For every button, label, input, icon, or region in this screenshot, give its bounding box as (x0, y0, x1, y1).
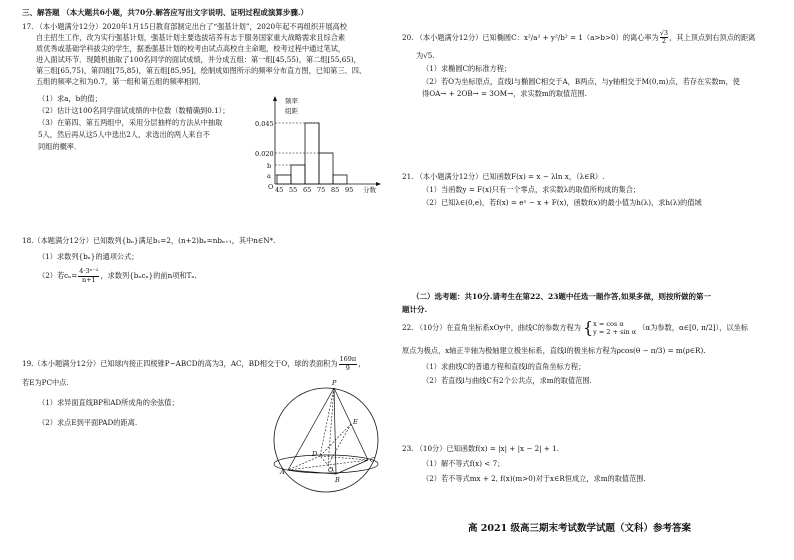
q21-sub2: （2）已知λ∈(0,e)，若f(x) = eˣ − x + F(x)，函数f(x)的最小值为h(λ)，求h(λ)的值域 (422, 198, 702, 207)
q18-sub2 (38, 268, 197, 285)
q20-line1-pre: 20. （本小题满分12分）已知椭圆C： (402, 32, 524, 42)
section3-heading: 三、解答题 （本大题共6小题，共70分.解答应写出文字说明、证明过程或演算步骤.） (22, 8, 308, 17)
q21-line1: 21. （本小题满分12分）已知函数F(x) = x − λln x，（λ∈R）. (402, 172, 605, 181)
sphere-outline (274, 388, 378, 492)
q17-line: 17. （本小题满分12分）2020年1月15日教育部制定出台了“强基计划”，2020年起不再组织开展高校 (22, 22, 347, 31)
q17-sub: 5人，然后再从这5人中选出2人，求选出的两人来自不 (38, 130, 210, 139)
q22-line1-pre: 22. （10分）在直角坐标系xOy中，曲线C的参数方程为 (402, 323, 581, 333)
label-d: D (312, 450, 318, 458)
q19-fraction (339, 356, 358, 373)
label-e: E (353, 418, 358, 426)
q20-line2: 为√5. (416, 51, 435, 60)
label-a: A (280, 468, 285, 476)
hist-ylabel-top: 频率 (285, 97, 298, 105)
frequency-histogram (255, 96, 405, 196)
label-c: C (370, 456, 375, 464)
q20-line1-mid: 的离心率为 (622, 32, 659, 42)
q20-ecc-num: √3 (659, 29, 669, 37)
q19-frac-den: 9 (345, 363, 350, 372)
edge-pd (320, 388, 334, 456)
q19-frac-num: 169π (339, 355, 357, 363)
q19-line2: 若E为PC中点. (22, 378, 69, 387)
q19-line1 (22, 356, 365, 373)
sphere-pyramid-figure (264, 376, 388, 498)
q22-line1 (402, 320, 748, 337)
q18-line1: 18.（本题满分12分）已知数列{bₙ}满足b₁=2，(n+2)bₙ=nbₙ₊₁，其中n∈N*. (22, 236, 276, 245)
q23-sub1: （1）解不等式f(x) < 7； (422, 459, 505, 468)
q20-line1 (402, 30, 755, 46)
q22-sub1: （1）求曲线C的普通方程和直线l的直角坐标方程； (422, 362, 586, 371)
edge-pb (334, 388, 336, 474)
base-edge-cd (320, 456, 368, 460)
edge-pa (288, 388, 334, 470)
q18-sub1: （1）求数列{bₙ}的通项公式； (38, 252, 139, 261)
q22-sub2: （2）若直线l与曲线C有2个公共点，求m的取值范围. (422, 376, 592, 385)
q18-sub2-pre: （2）若cₙ= (38, 271, 78, 281)
q20-ellipse-eq: x²/a² + y²/b² = 1（a>b>0） (523, 32, 623, 42)
hist-bar-1 (277, 175, 291, 184)
q21-sub1: （1）当函数y = F(x)只有一个零点，求实数λ的取值所构成的集合； (422, 185, 641, 194)
hist-xtick: 95 (345, 186, 354, 194)
q20-ecc-den: 2 (661, 37, 666, 46)
q18-frac-den: n+1 (82, 275, 96, 284)
q23-sub2: （2）若不等式mx + 2, f(x)(m>0)对于x∈R恒成立，求m的取值范围. (422, 474, 646, 483)
q17-line: 进入面试环节．现随机抽取了100名同学的面试成绩，并分成五组：第一组[45,55)，第二组[55,65)， (36, 55, 361, 64)
hist-ytick-a: a (267, 172, 271, 180)
q20-sub2a: （2）若O为坐标原点，直线l与椭圆C相交于A，B两点，与y轴相交于M(0,m)点，若存在实数m，使 (422, 77, 740, 86)
hist-ylabel-bottom: 组距 (285, 107, 298, 115)
q22-sys1: x = cos α (593, 320, 624, 328)
q22-line1-post: （α为参数，α∈[0, π/2]），以坐标 (638, 323, 748, 333)
q20-sub1: （1）求椭圆C的标准方程； (422, 64, 512, 73)
height-po (328, 388, 334, 465)
hist-xtick: 65 (303, 186, 312, 194)
hist-xtick: 45 (275, 186, 284, 194)
q17-line: 五组的频率之和为0.7，第一组和第五组的频率相同． (36, 77, 206, 86)
q17-line: 第三组[65,75)，第四组[75,85)，第五组[85,95]，绘制成如图所示的频率分布直方图，已知第三、四、 (36, 66, 367, 75)
optional-section-heading: （二）选考题：共10分.请考生在第22、23题中任选一题作答,如果多做，则按所做的第一 (412, 292, 712, 301)
optional-section-heading-cont: 题计分. (402, 305, 428, 314)
label-p: P (332, 379, 337, 387)
q19-sub2: （2）求点E到平面PAD的距离. (38, 418, 138, 427)
hist-bar-2 (291, 165, 305, 184)
hist-xtick: 75 (317, 186, 326, 194)
page-footer-title: 高 2021 级高三期末考试数学试题（文科）参考答案 (468, 523, 692, 534)
q17-line: 质优秀或基础学科拔尖的学生，据悉强基计划的校考由试点高校自主命题，校考过程中通过笔试， (36, 44, 346, 53)
hist-xtick: 55 (289, 186, 298, 194)
hist-bar-4 (319, 153, 333, 184)
q18-sub2-post: ，求数列{bₙcₙ}的前n项和Tₙ. (100, 271, 197, 281)
q17-line: 自主招生工作，改为实行强基计划，强基计划主要选拔培养有志于服务国家重大战略需求且综合素 (36, 33, 346, 42)
q19-line1-post: ， (358, 359, 366, 369)
hist-ytick-0045: 0.045 (255, 120, 274, 128)
label-o: O (328, 466, 334, 474)
hist-y-arrow (273, 96, 277, 101)
q22-line2: 原点为极点，x轴正半轴为极轴建立极坐标系，直线l的极坐标方程为ρcos(θ − π/3) = m(ρ∈R). (402, 346, 706, 355)
q20-sub2b: 得OA→ + 2OB→ = 3OM→，求实数m的取值范围. (422, 89, 587, 98)
q19-line1-pre: 19.（本小题满分12分）已知球内接正四棱锥P−ABCD的高为3，AC，BD相交于O，球的表面积为 (22, 359, 338, 369)
hist-bar-5 (333, 175, 347, 184)
hist-xtick: 85 (331, 186, 340, 194)
hist-ytick-b: b (267, 162, 272, 170)
q18-frac-num: 4·3ⁿ⁻² (79, 267, 99, 275)
hist-bar-3 (305, 123, 319, 184)
q20-line1-post: ，其上顶点到右顶点的距离 (669, 32, 756, 42)
q22-sys2: y = 2 + sin α (593, 328, 637, 337)
q22-system-lines (593, 320, 636, 337)
base-edge-da (288, 456, 320, 470)
q18-fraction (78, 268, 99, 285)
q23-line1: 23. （10分）已知函数f(x) = |x| + |x − 2| + 1. (402, 444, 560, 453)
q17-sub: 同组的概率． (38, 142, 82, 151)
q17-sub: （3）在第四、第五两组中，采用分层抽样的方法从中抽取 (38, 118, 223, 127)
q19-sub1: （1）求异面直线BP和AD所成角的余弦值； (38, 398, 179, 407)
hist-x-arrow (376, 182, 381, 186)
hist-xunit: 分数 (363, 186, 376, 194)
label-b: B (335, 476, 340, 484)
q17-sub: （1）求a，b的值； (38, 94, 102, 103)
hist-ytick-0020: 0.020 (255, 150, 274, 158)
q20-ecc-fraction (660, 30, 668, 46)
q17-sub: （2）估计这100名同学面试成绩的中位数（数精确到0.1）； (38, 106, 230, 115)
brace-glyph: { (582, 318, 594, 338)
hist-origin: O (268, 183, 274, 191)
q22-param-system (583, 320, 636, 337)
